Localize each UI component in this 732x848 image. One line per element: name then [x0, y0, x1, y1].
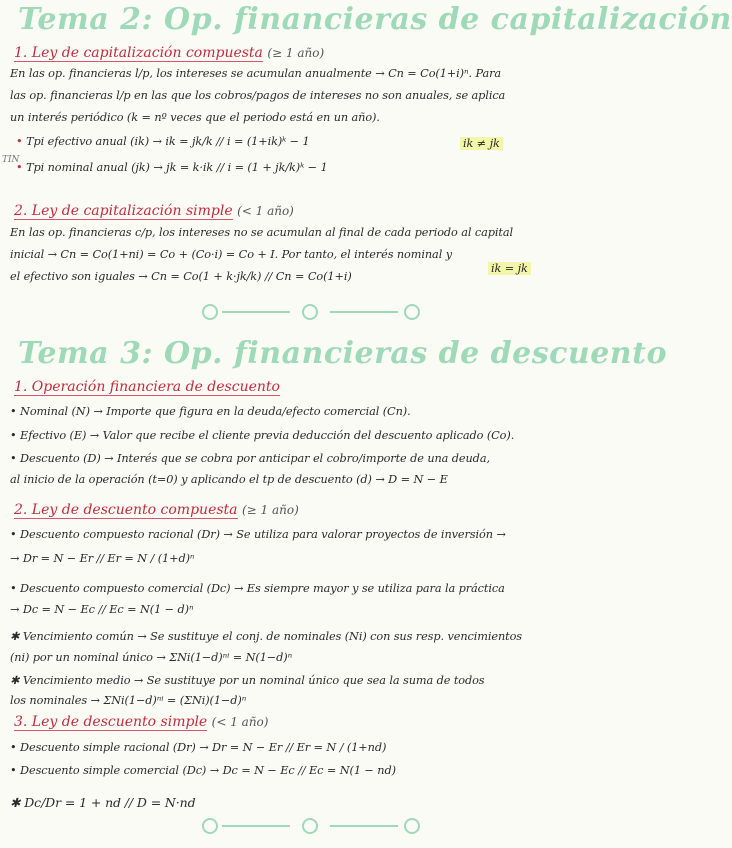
t2-s2-aside: ik = jk	[488, 262, 531, 275]
t3-s1-line: al inicio de la operación (t=0) y aplicando el tp de descuento (d) → D = N − E	[10, 473, 448, 486]
t2-s1-line: En las op. financieras l/p, los intereses se acumulan anualmente → Cn = Co(1+i)ⁿ. Para	[10, 67, 502, 80]
t3-s2-line: ✱ Vencimiento medio → Se sustituye por un nominal único que sea la suma de todos	[10, 674, 485, 687]
t2-s2-line: En las op. financieras c/p, los intereses no se acumulan al final de cada periodo al capital	[10, 226, 513, 239]
section-divider	[190, 302, 430, 322]
t3-s2-line: ✱ Vencimiento común → Se sustituye el conj. de nominales (Ni) con sus resp. vencimientos	[10, 630, 522, 643]
t2-s2-line: el efectivo son iguales → Cn = Co(1 + k·jk/k) // Cn = Co(1+i)	[10, 270, 352, 283]
t3-s2-heading	[14, 502, 299, 518]
section-divider	[190, 816, 430, 836]
t3-s3-line: • Descuento simple comercial (Dc) → Dc = N − Ec // Ec = N(1 − nd)	[10, 764, 396, 777]
t2-s1-heading	[14, 45, 324, 61]
t2-s2-heading	[14, 203, 294, 219]
t2-s1-line: un interés periódico (k = nº veces que el periodo está en un año).	[10, 111, 380, 124]
t3-s3-title: 3. Ley de descuento simple	[14, 714, 208, 730]
t3-s3-note: (< 1 año)	[211, 715, 269, 729]
t3-s2-line: → Dr = N − Er // Er = N / (1+d)ⁿ	[10, 552, 195, 565]
t2-tie: Tpi efectivo anual (ik) → ik = jk/k // i = (1+ik)ᵏ − 1	[26, 135, 310, 148]
t3-s1-title: 1. Operación financiera de descuento	[14, 379, 280, 395]
t2-tin: Tpi nominal anual (jk) → jk = k·ik // i = (1 + jk/k)ᵏ − 1	[26, 161, 328, 174]
t2-s2-line: inicial → Cn = Co(1+ni) = Co + (Co·i) = Co + I. Por tanto, el interés nominal y	[10, 248, 452, 261]
t3-s2-line: • Descuento compuesto comercial (Dc) → Es siempre mayor y se utiliza para la práctica	[10, 582, 505, 595]
t2-s2-title: 2. Ley de capitalización simple	[14, 203, 233, 219]
bullet-icon: •	[16, 161, 27, 174]
t2-s1-aside: ik ≠ jk	[460, 137, 503, 150]
tema2-title: Tema 2: Op. financieras de capitalización	[18, 2, 732, 37]
t2-s1-title: 1. Ley de capitalización compuesta	[14, 45, 263, 61]
t3-s2-line: (ni) por un nominal único → ΣNi(1−d)ⁿⁱ = N(1−d)ⁿ	[10, 651, 293, 664]
t3-s2-line: → Dc = N − Ec // Ec = N(1 − d)ⁿ	[10, 603, 194, 616]
t3-s1-line: • Efectivo (E) → Valor que recibe el cliente previa deducción del descuento aplicado (Co).	[10, 429, 515, 442]
t3-s2-line: los nominales → ΣNi(1−d)ⁿⁱ = (ΣNi)(1−d)ⁿ	[10, 694, 247, 707]
bullet-icon: •	[16, 135, 27, 148]
t2-tie-line	[16, 135, 310, 148]
t3-s3-heading	[14, 714, 268, 730]
tema3-title: Tema 3: Op. financieras de descuento	[18, 336, 667, 371]
t2-s1-line: las op. financieras l/p en las que los cobros/pagos de intereses no son anuales, se aplica	[10, 89, 506, 102]
t2-s1-note: (≥ 1 año)	[267, 46, 325, 60]
t3-s3-line: • Descuento simple racional (Dr) → Dr = N − Er // Er = N / (1+nd)	[10, 741, 387, 754]
t2-s2-note: (< 1 año)	[237, 204, 294, 218]
t2-tin-line	[16, 161, 328, 174]
t3-s1-line: • Nominal (N) → Importe que figura en la deuda/efecto comercial (Cn).	[10, 405, 411, 418]
t3-s1-heading	[14, 379, 280, 395]
t3-s2-line: • Descuento compuesto racional (Dr) → Se utiliza para valorar proyectos de inversión →	[10, 528, 506, 541]
tin-tag: TIN	[2, 155, 20, 165]
t3-s2-title: 2. Ley de descuento compuesta	[14, 502, 238, 518]
t3-s3-line: ✱ Dc/Dr = 1 + nd // D = N·nd	[10, 795, 196, 810]
t3-s1-line: • Descuento (D) → Interés que se cobra por anticipar el cobro/importe de una deuda,	[10, 452, 490, 465]
t3-s2-note: (≥ 1 año)	[241, 503, 299, 517]
